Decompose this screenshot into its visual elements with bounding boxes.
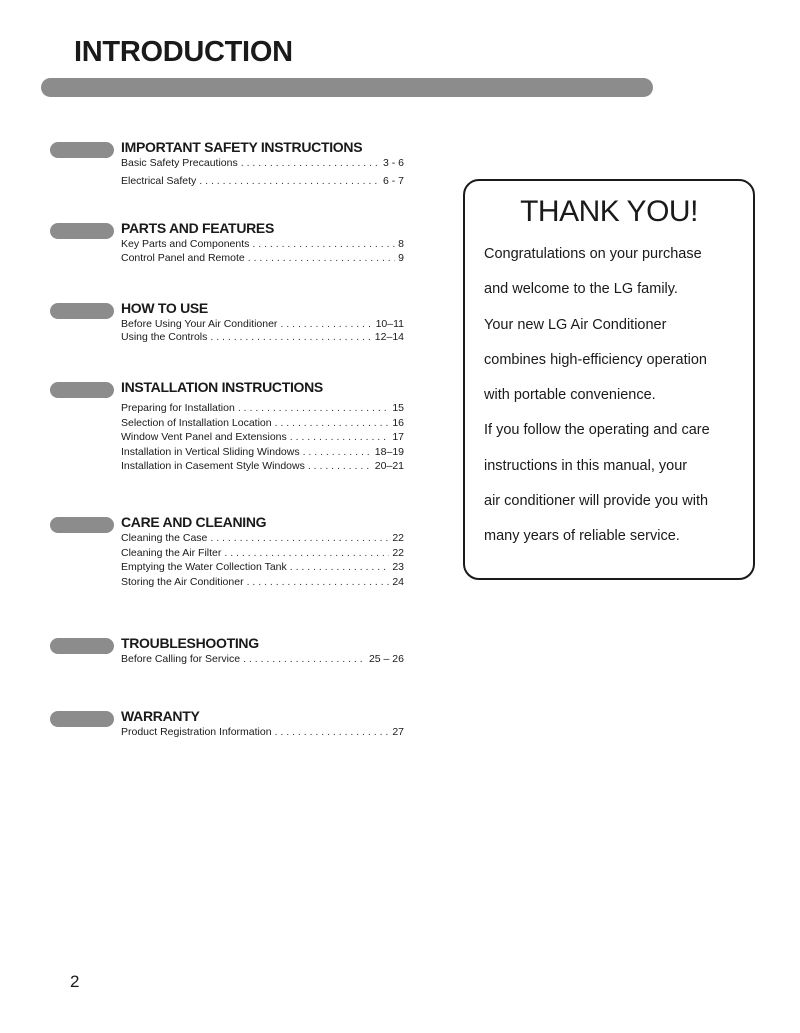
page-number: 2 bbox=[70, 972, 80, 991]
toc-entry[interactable]: Before Using Your Air Conditioner . . . 10–11 bbox=[121, 318, 404, 331]
thank-you-line: If you follow the operating and care bbox=[484, 422, 710, 439]
section-title: CARE AND CLEANING bbox=[121, 514, 267, 530]
toc-entry[interactable]: Control Panel and Remote . . . 9 bbox=[121, 252, 404, 265]
toc-entry[interactable]: Preparing for Installation . . . 15 bbox=[121, 402, 404, 417]
toc-entry[interactable]: Using the Controls . . . 12–14 bbox=[121, 331, 404, 344]
toc-entry[interactable]: Selection of Installation Location . . . 16 bbox=[121, 417, 404, 432]
section-marker-pill bbox=[50, 382, 114, 398]
toc-entry[interactable]: Installation in Casement Style Windows . . . 20–21 bbox=[121, 460, 404, 475]
section-marker-pill bbox=[50, 303, 114, 319]
thank-you-line: and welcome to the LG family. bbox=[484, 281, 678, 298]
page-title: INTRODUCTION bbox=[74, 36, 293, 68]
toc-entry[interactable]: Electrical Safety . . . 6 - 7 bbox=[121, 175, 404, 188]
section-title: TROUBLESHOOTING bbox=[121, 635, 259, 651]
section-marker-pill bbox=[50, 223, 114, 239]
thank-you-message bbox=[484, 242, 754, 560]
thank-you-line: with portable convenience. bbox=[484, 387, 656, 404]
thank-you-title: THANK YOU! bbox=[520, 195, 698, 228]
toc-entry[interactable]: Cleaning the Case . . . 22 bbox=[121, 532, 404, 547]
section-marker-pill bbox=[50, 638, 114, 654]
toc-entry[interactable]: Window Vent Panel and Extensions . . . 17 bbox=[121, 431, 404, 446]
thank-you-box bbox=[463, 179, 755, 580]
toc-entry[interactable]: Emptying the Water Collection Tank . . . 23 bbox=[121, 561, 404, 576]
toc-entry[interactable]: Cleaning the Air Filter . . . 22 bbox=[121, 547, 404, 562]
thank-you-line: instructions in this manual, your bbox=[484, 457, 688, 474]
thank-you-line: Your new LG Air Conditioner bbox=[484, 316, 667, 333]
section-title: INSTALLATION INSTRUCTIONS bbox=[121, 379, 323, 395]
section-title: PARTS AND FEATURES bbox=[121, 220, 275, 236]
section-marker-pill bbox=[50, 142, 114, 158]
thank-you-line: air conditioner will provide you with bbox=[484, 493, 709, 510]
toc-entry[interactable]: Key Parts and Components . . . 8 bbox=[121, 238, 404, 252]
thank-you-line: combines high-efficiency operation bbox=[484, 351, 708, 368]
toc-entry[interactable]: Before Calling for Service . . . 25 – 26 bbox=[121, 653, 404, 666]
title-divider-bar bbox=[41, 78, 653, 97]
section-marker-pill bbox=[50, 711, 114, 727]
toc-entry[interactable]: Basic Safety Precautions . . . 3 - 6 bbox=[121, 157, 404, 175]
thank-you-line: Congratulations on your purchase bbox=[484, 246, 702, 262]
toc-entry[interactable]: Installation in Vertical Sliding Windows . . . 18–19 bbox=[121, 446, 404, 461]
section-title: HOW TO USE bbox=[121, 300, 208, 316]
toc-entry[interactable]: Storing the Air Conditioner . . . 24 bbox=[121, 576, 404, 591]
thank-you-line: many years of reliable service. bbox=[484, 528, 680, 545]
section-title: WARRANTY bbox=[121, 708, 200, 724]
section-marker-pill bbox=[50, 517, 114, 533]
section-title: IMPORTANT SAFETY INSTRUCTIONS bbox=[121, 139, 363, 155]
toc-entry[interactable]: Product Registration Information . . . 27 bbox=[121, 726, 404, 739]
